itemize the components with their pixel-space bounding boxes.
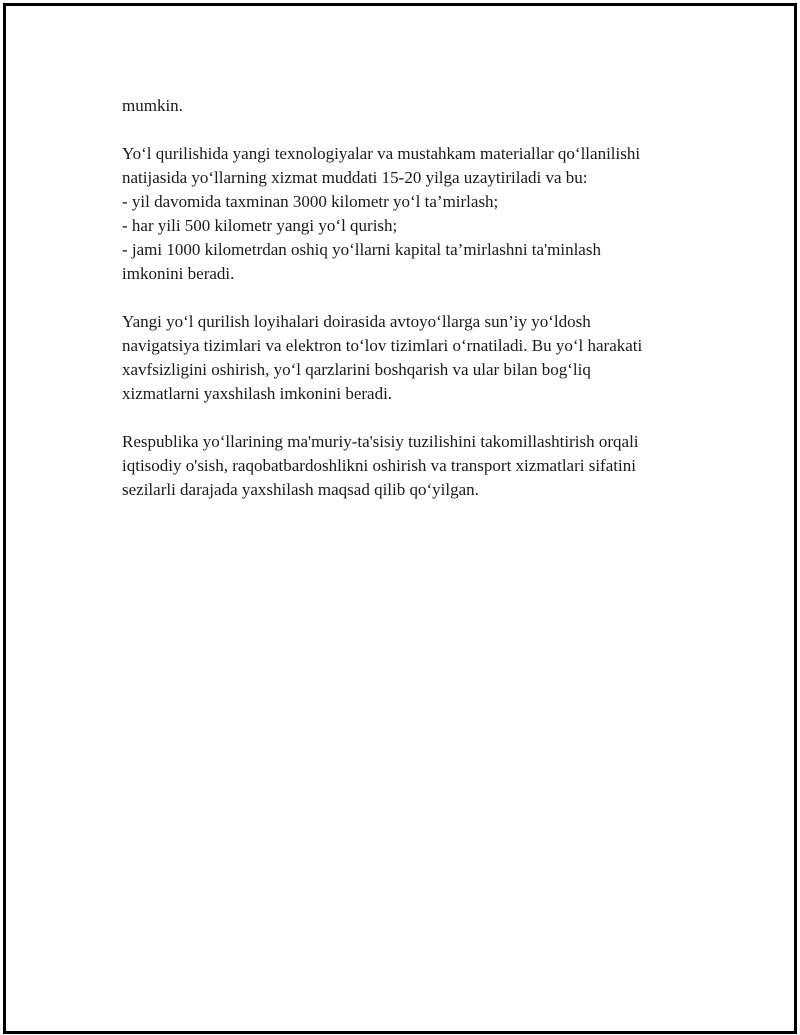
paragraph-4 bbox=[122, 430, 702, 502]
text-line: Yo‘l qurilishida yangi texnologiyalar va mustahkam materiallar qo‘llanilishi bbox=[122, 144, 641, 163]
paragraph-3 bbox=[122, 310, 702, 406]
text-line: xavfsizligini oshirish, yo‘l qarzlarini boshqarish va ular bilan bog‘liq bbox=[122, 360, 591, 379]
text-line: Respublika yo‘llarining ma'muriy-ta'sisiy tuzilishini takomillashtirish orqali bbox=[122, 432, 639, 451]
list-item: - har yili 500 kilometr yangi yo‘l qurish; bbox=[122, 216, 398, 235]
paragraph-2 bbox=[122, 142, 702, 286]
text-line: sezilarli darajada yaxshilash maqsad qilib qo‘yilgan. bbox=[122, 480, 479, 499]
text-line: xizmatlarni yaxshilash imkonini beradi. bbox=[122, 384, 393, 403]
text-line: navigatsiya tizimlari va elektron to‘lov tizimlari o‘rnatiladi. Bu yo‘l harakati bbox=[122, 336, 643, 355]
list-item: - jami 1000 kilometrdan oshiq yo‘llarni kapital ta’mirlashni ta'minlash bbox=[122, 240, 601, 259]
document-body bbox=[122, 94, 702, 502]
paragraph-1 bbox=[122, 94, 702, 118]
paragraph-spacer bbox=[122, 286, 702, 310]
text-line: iqtisodiy o'sish, raqobatbardoshlikni oshirish va transport xizmatlari sifatini bbox=[122, 456, 636, 475]
paragraph-spacer bbox=[122, 406, 702, 430]
page-frame bbox=[3, 3, 797, 1034]
list-item: - yil davomida taxminan 3000 kilometr yo‘l ta’mirlash; bbox=[122, 192, 499, 211]
text-line: mumkin. bbox=[122, 96, 183, 115]
text-line: imkonini beradi. bbox=[122, 264, 235, 283]
text-line: natijasida yo‘llarning xizmat muddati 15-20 yilga uzaytiriladi va bu: bbox=[122, 168, 588, 187]
paragraph-spacer bbox=[122, 118, 702, 142]
text-line: Yangi yo‘l qurilish loyihalari doirasida avtoyo‘llarga sun’iy yo‘ldosh bbox=[122, 312, 591, 331]
